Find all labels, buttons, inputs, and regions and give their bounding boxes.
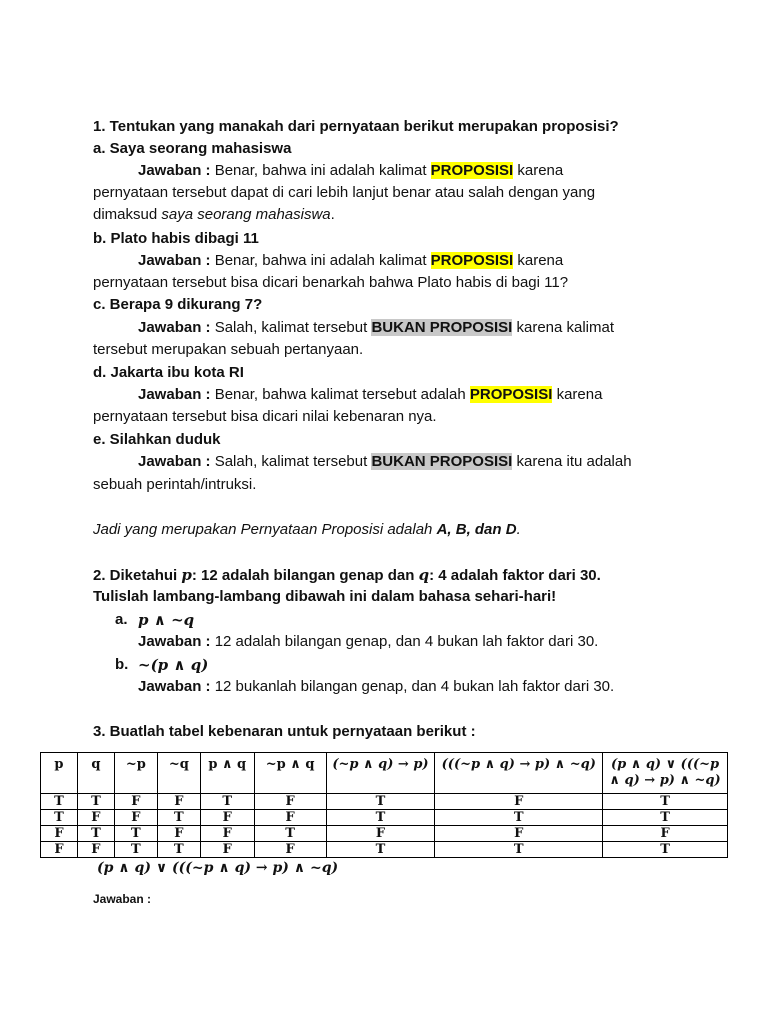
table-cell: F <box>41 826 78 842</box>
jawaban-label: Jawaban : <box>138 162 211 179</box>
q2-b-label: b. <box>115 656 129 673</box>
table-cell: T <box>41 794 78 810</box>
table-row <box>41 826 728 842</box>
jawaban-label: Jawaban : <box>138 386 211 403</box>
q1-a-answer-line3: dimaksud saya seorang mahasiswa. <box>93 206 335 223</box>
table-cell: F <box>254 794 326 810</box>
table-cell: T <box>326 794 435 810</box>
highlight-proposisi: PROPOSISI <box>430 162 514 179</box>
truth-table-body <box>41 794 728 858</box>
q1-c-title: c. Berapa 9 dikurang 7? <box>93 296 263 313</box>
table-cell: T <box>326 842 435 858</box>
table-cell: T <box>41 810 78 826</box>
table-cell: F <box>157 794 200 810</box>
q1-b-title: b. Plato habis dibagi 11 <box>93 230 259 247</box>
highlight-bukan-proposisi: BUKAN PROPOSISI <box>371 453 513 470</box>
q1-a-title: a. Saya seorang mahasiswa <box>93 140 292 157</box>
table-cell: F <box>157 826 200 842</box>
q1-c-answer-line2: tersebut merupakan sebuah pertanyaan. <box>93 341 364 358</box>
header-cell: (((~p ∧ q) → p) ∧ ~q) <box>435 753 603 794</box>
highlight-proposisi: PROPOSISI <box>430 252 514 269</box>
header-cell: p ∧ q <box>200 753 254 794</box>
table-cell: F <box>200 810 254 826</box>
q1-d-answer-line2: pernyataan tersebut bisa dicari nilai kebenaran nya. <box>93 408 437 425</box>
q2-a-answer: Jawaban : 12 adalah bilangan genap, dan 4 bukan lah faktor dari 30. <box>138 633 599 650</box>
q2-title-line1: 2. Diketahui p: 12 adalah bilangan genap dan q: 4 adalah faktor dari 30. <box>93 566 601 584</box>
table-cell: F <box>200 842 254 858</box>
table-cell: F <box>254 842 326 858</box>
table-cell: F <box>200 826 254 842</box>
q1-c-answer-line1: Jawaban : Salah, kalimat tersebut BUKAN PROPOSISI karena kalimat <box>138 319 615 336</box>
header-cell: (p ∧ q) ∨ (((~p ∧ q) → p) ∧ ~q) <box>603 753 728 794</box>
table-row <box>41 842 728 858</box>
q1-d-answer-line1: Jawaban : Benar, bahwa kalimat tersebut adalah PROPOSISI karena <box>138 386 603 403</box>
jawaban-label: Jawaban : <box>138 633 211 650</box>
jawaban-label: Jawaban : <box>138 319 211 336</box>
table-cell: F <box>41 842 78 858</box>
table-cell: T <box>77 826 114 842</box>
table-cell: F <box>77 842 114 858</box>
table-cell: T <box>114 842 157 858</box>
q2-b-expression: ~(p ∧ q) <box>138 656 209 674</box>
table-cell: T <box>254 826 326 842</box>
table-cell: F <box>77 810 114 826</box>
q1-e-answer-line2: sebuah perintah/intruksi. <box>93 476 257 493</box>
q1-a-answer-line2: pernyataan tersebut dapat di cari lebih lanjut benar atau salah dengan yang <box>93 184 596 201</box>
q1-b-answer-line1: Jawaban : Benar, bahwa ini adalah kalimat PROPOSISI karena <box>138 252 564 269</box>
table-cell: T <box>200 794 254 810</box>
table-row <box>41 810 728 826</box>
q2-title-line2: Tulislah lambang-lambang dibawah ini dalam bahasa sehari-hari! <box>93 588 557 605</box>
header-cell: ~p <box>114 753 157 794</box>
table-cell: F <box>435 826 603 842</box>
q3-jawaban-label: Jawaban : <box>93 892 152 906</box>
jawaban-label: Jawaban : <box>138 678 211 695</box>
q2-b-answer: Jawaban : 12 bukanlah bilangan genap, dan 4 bukan lah faktor dari 30. <box>138 678 615 695</box>
header-cell: p <box>41 753 78 794</box>
table-cell: T <box>326 810 435 826</box>
table-cell: F <box>435 794 603 810</box>
q1-title: 1. Tentukan yang manakah dari pernyataan berikut merupakan proposisi? <box>93 118 619 135</box>
table-cell: T <box>435 810 603 826</box>
truth-table <box>40 752 728 858</box>
table-cell: T <box>157 810 200 826</box>
header-cell: ~p ∧ q <box>254 753 326 794</box>
table-cell: F <box>114 794 157 810</box>
header-cell: ~q <box>157 753 200 794</box>
table-cell: T <box>157 842 200 858</box>
table-cell: T <box>114 826 157 842</box>
table-cell: F <box>114 810 157 826</box>
table-cell: F <box>254 810 326 826</box>
q1-e-answer-line1: Jawaban : Salah, kalimat tersebut BUKAN PROPOSISI karena itu adalah <box>138 453 632 470</box>
q3-expression: (p ∧ q) ∨ (((~p ∧ q) → p) ∧ ~q) <box>97 860 339 876</box>
jawaban-label: Jawaban : <box>138 453 211 470</box>
q3-title: 3. Buatlah tabel kebenaran untuk pernyataan berikut : <box>93 723 476 740</box>
header-cell: q <box>77 753 114 794</box>
table-cell: T <box>77 794 114 810</box>
q1-b-answer-line2: pernyataan tersebut bisa dicari benarkah bahwa Plato habis di bagi 11? <box>93 274 569 291</box>
jawaban-label: Jawaban : <box>138 252 211 269</box>
table-cell: T <box>435 842 603 858</box>
highlight-proposisi: PROPOSISI <box>469 386 553 403</box>
q1-summary: Jadi yang merupakan Pernyataan Proposisi adalah A, B, dan D. <box>93 521 521 538</box>
table-cell: T <box>603 794 728 810</box>
header-cell: (~p ∧ q) → p) <box>326 753 435 794</box>
q1-a-answer-line1: Jawaban : Benar, bahwa ini adalah kalimat PROPOSISI karena <box>138 162 564 179</box>
q2-a-expression: p ∧ ~q <box>138 611 195 629</box>
table-cell: F <box>326 826 435 842</box>
q1-e-title: e. Silahkan duduk <box>93 431 221 448</box>
table-cell: T <box>603 810 728 826</box>
truth-table-header-row <box>41 753 728 794</box>
table-cell: T <box>603 842 728 858</box>
highlight-bukan-proposisi: BUKAN PROPOSISI <box>371 319 513 336</box>
q1-d-title: d. Jakarta ibu kota RI <box>93 364 244 381</box>
table-cell: F <box>603 826 728 842</box>
table-row <box>41 794 728 810</box>
q2-a-label: a. <box>115 611 128 628</box>
